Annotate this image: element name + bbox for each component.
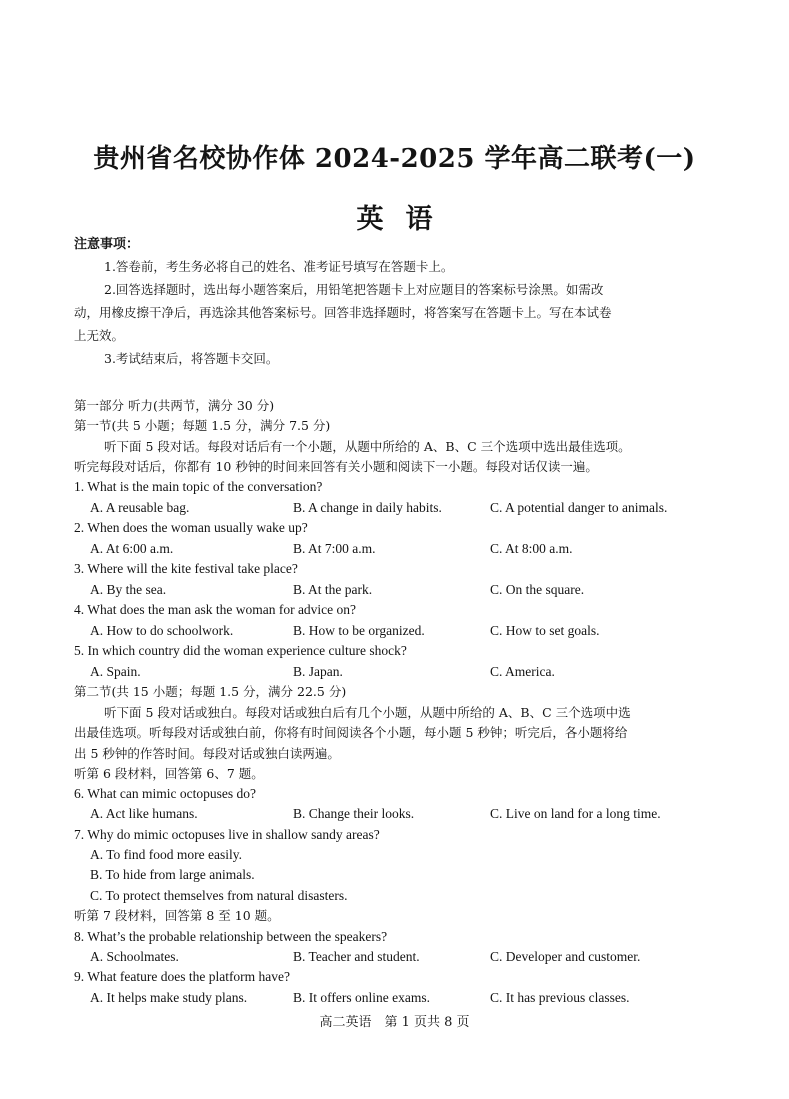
option-b: B. A change in daily habits. [293, 500, 442, 515]
section1-instruction: 听完每段对话后，你都有 10 秒钟的时间来回答有关小题和阅读下一小题。每段对话仅读一遍。 [74, 459, 598, 474]
section2-heading: 第二节(共 15 小题；每题 1.5 分，满分 22.5 分) [74, 684, 347, 699]
option-c: C. To protect themselves from natural disasters. [90, 888, 348, 903]
option-b: B. At 7:00 a.m. [293, 541, 376, 556]
material-7: 听第 7 段材料，回答第 8 至 10 题。 [74, 908, 280, 923]
question-5: 5. In which country did the woman experience culture shock? [74, 643, 407, 658]
option-c: C. America. [490, 664, 555, 679]
option-a: A. Schoolmates. [90, 949, 179, 964]
option-a: A. By the sea. [90, 582, 167, 597]
option-a: A. At 6:00 a.m. [90, 541, 174, 556]
section2-instruction: 出最佳选项。听每段对话或独白前，你将有时间阅读各个小题，每小题 5 秒钟；听完后，各小题将给 [74, 725, 628, 740]
question-1: 1. What is the main topic of the conversation? [74, 479, 323, 494]
option-b: B. Change their looks. [293, 806, 415, 821]
page-title: 贵州省名校协作体 2024-2025 学年高二联考(一) [93, 144, 696, 174]
option-b: B. It offers online exams. [293, 990, 430, 1005]
question-3: 3. Where will the kite festival take place? [74, 561, 298, 576]
question-2: 2. When does the woman usually wake up? [74, 520, 308, 535]
part1-heading: 第一部分 听力(共两节，满分 30 分) [74, 398, 275, 413]
subject-title: 英语 [356, 204, 455, 235]
option-c: C. On the square. [490, 582, 585, 597]
page-footer: 高二英语 第 1 页共 8 页 [319, 1015, 470, 1030]
question-8: 8. What’s the probable relationship between the speakers? [74, 929, 388, 944]
option-b: B. How to be organized. [293, 623, 425, 638]
option-b: B. Teacher and student. [293, 949, 420, 964]
section2-instruction: 听下面 5 段对话或独白。每段对话或独白后有几个小题，从题中所给的 A、B、C 三个选项中选 [104, 705, 631, 720]
option-a: A. Act like humans. [90, 806, 198, 821]
question-6: 6. What can mimic octopuses do? [74, 786, 256, 801]
question-4: 4. What does the man ask the woman for advice on? [74, 602, 357, 617]
option-c: C. How to set goals. [490, 623, 600, 638]
option-a: A. A reusable bag. [90, 500, 190, 515]
notice-item: 2.回答选择题时，选出每小题答案后，用铅笔把答题卡上对应题目的答案标号涂黑。如需改 [104, 282, 604, 297]
notice-item: 上无效。 [74, 328, 125, 343]
option-b: B. At the park. [293, 582, 373, 597]
notice-item: 1.答卷前，考生务必将自己的姓名、准考证号填写在答题卡上。 [104, 259, 454, 274]
option-b: B. Japan. [293, 664, 343, 679]
option-c: C. A potential danger to animals. [490, 500, 668, 515]
option-a: A. It helps make study plans. [90, 990, 248, 1005]
material-6: 听第 6 段材料，回答第 6、7 题。 [74, 766, 264, 781]
question-7: 7. Why do mimic octopuses live in shallow sandy areas? [74, 827, 380, 842]
option-a: A. How to do schoolwork. [90, 623, 234, 638]
section1-heading: 第一节(共 5 小题；每题 1.5 分，满分 7.5 分) [74, 418, 331, 433]
option-c: C. Live on land for a long time. [490, 806, 661, 821]
option-c: C. It has previous classes. [490, 990, 630, 1005]
section2-instruction: 出 5 秒钟的作答时间。每段对话或独白读两遍。 [74, 746, 340, 761]
option-c: C. At 8:00 a.m. [490, 541, 573, 556]
option-a: A. To find food more easily. [90, 847, 243, 862]
notice-heading: 注意事项： [74, 237, 140, 252]
option-c: C. Developer and customer. [490, 949, 641, 964]
notice-item: 动，用橡皮擦干净后，再选涂其他答案标号。回答非选择题时，将答案写在答题卡上。写在本试卷 [74, 305, 612, 320]
question-9: 9. What feature does the platform have? [74, 969, 291, 984]
option-a: A. Spain. [90, 664, 141, 679]
notice-item: 3.考试结束后，将答题卡交回。 [104, 351, 279, 366]
section1-instruction: 听下面 5 段对话。每段对话后有一个小题，从题中所给的 A、B、C 三个选项中选出最佳选项。 [104, 439, 631, 454]
option-b: B. To hide from large animals. [90, 867, 255, 882]
